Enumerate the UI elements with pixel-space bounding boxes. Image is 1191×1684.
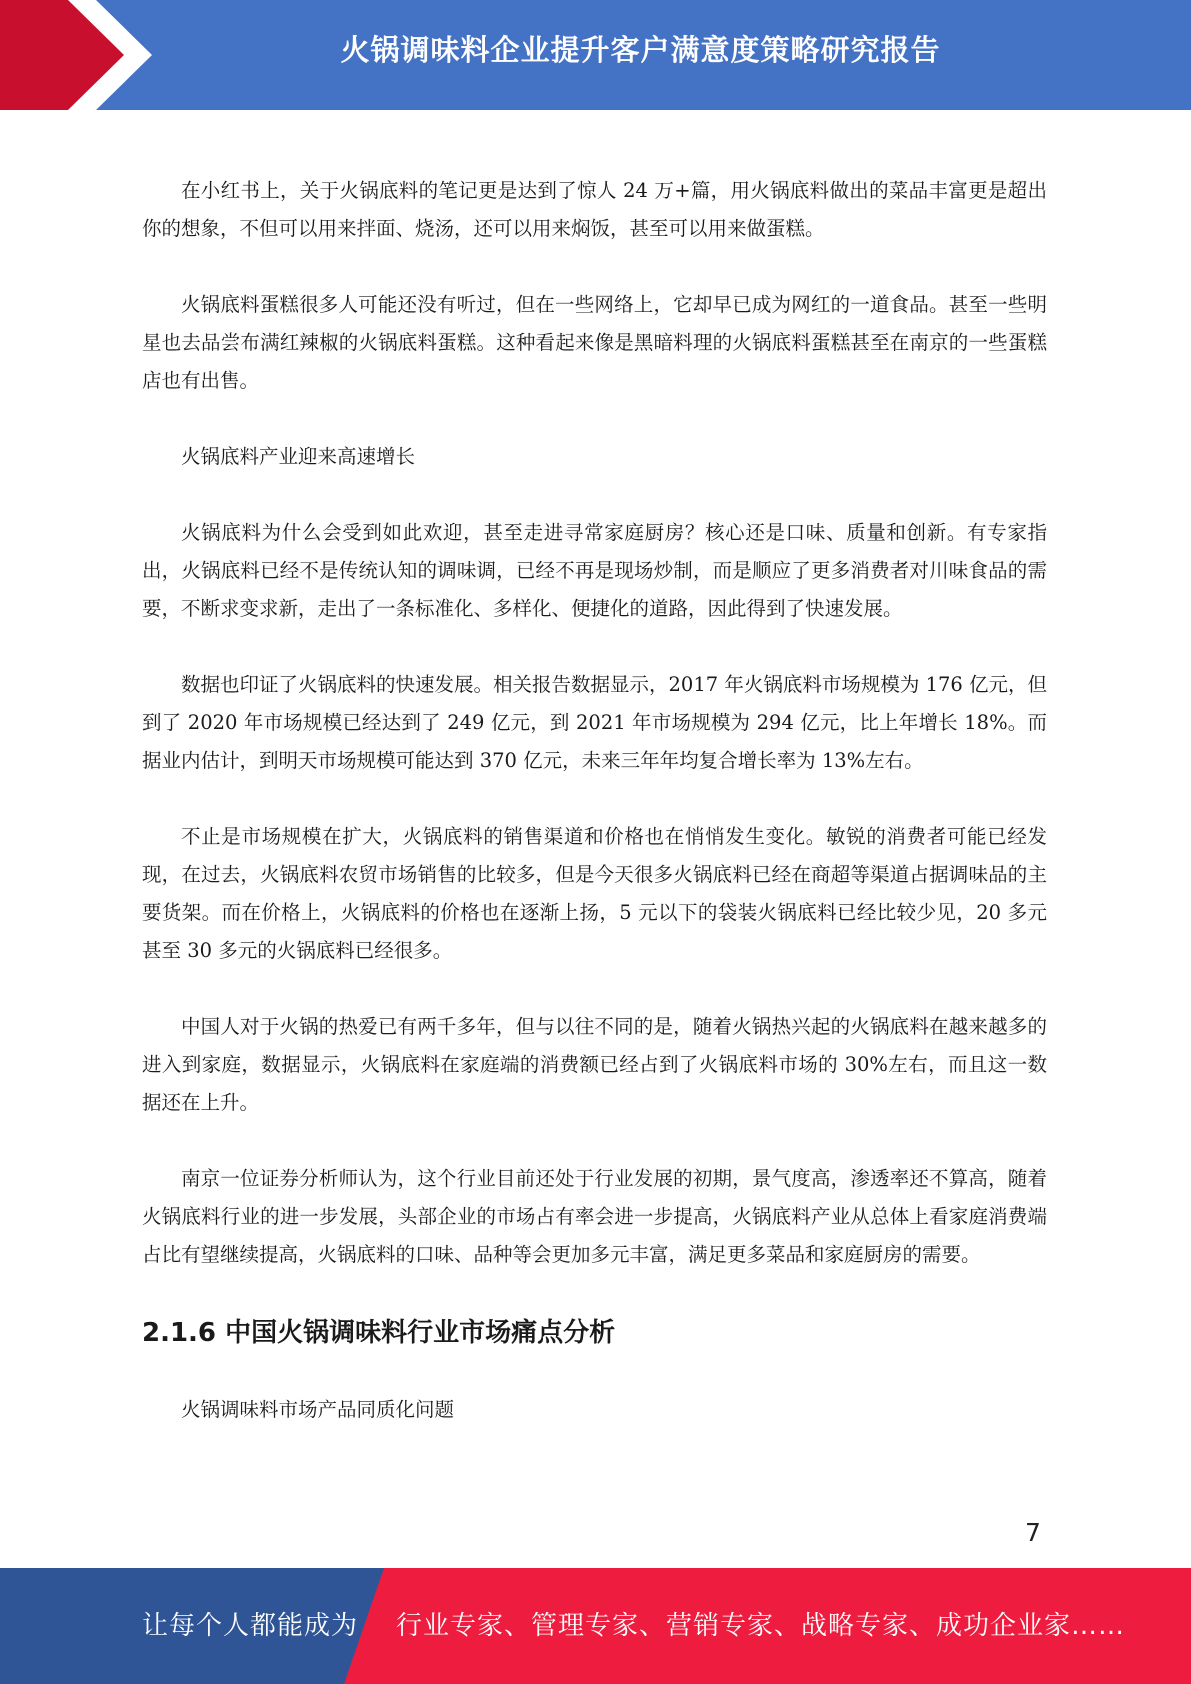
section-heading: 2.1.6 中国火锅调味料行业市场痛点分析 [142,1318,616,1348]
page-footer [0,1568,1191,1684]
paragraph: 南京一位证券分析师认为，这个行业目前还处于行业发展的初期，景气度高，渗透率还不算高，随着火锅底料行业的进一步发展，头部企业的市场占有率会进一步提高，火锅底料产业从总体上看家庭消费端占比有望继续提高，火锅底料的口味、品种等会更加多元丰富，满足更多菜品和家庭厨房的需要。 [142,1167,1047,1266]
paragraph: 火锅底料蛋糕很多人可能还没有听过，但在一些网络上，它却早已成为网红的一道食品。甚至一些明星也去品尝布满红辣椒的火锅底料蛋糕。这种看起来像是黑暗料理的火锅底料蛋糕甚至在南京的一些蛋糕店也有出售。 [142,293,1047,392]
page-number: 7 [1025,1518,1041,1547]
paragraph-subheading: 火锅底料产业迎来高速增长 [181,445,416,468]
paragraph: 火锅调味料市场产品同质化问题 [181,1398,455,1421]
footer-slogan-right: 行业专家、管理专家、营销专家、战略专家、成功企业家…… [396,1611,1126,1641]
paragraph: 不止是市场规模在扩大，火锅底料的销售渠道和价格也在悄悄发生变化。敏锐的消费者可能已经发现，在过去，火锅底料农贸市场销售的比较多，但是今天很多火锅底料已经在商超等渠道占据调味品的主要货架。而在价格上，火锅底料的价格也在逐渐上扬，5 元以下的袋装火锅底料已经比较少见，20 多元甚至 30 多元的火锅底料已经很多。 [142,825,1047,962]
paragraph: 在小红书上，关于火锅底料的笔记更是达到了惊人 24 万+篇，用火锅底料做出的菜品丰富更是超出你的想象，不但可以用来拌面、烧汤，还可以用来焖饭，甚至可以用来做蛋糕。 [142,179,1047,240]
paragraph: 中国人对于火锅的热爱已有两千多年，但与以往不同的是，随着火锅热兴起的火锅底料在越来越多的进入到家庭，数据显示，火锅底料在家庭端的消费额已经占到了火锅底料市场的 30%左右，而且这一数据还在上升。 [142,1015,1047,1114]
paragraph: 数据也印证了火锅底料的快速发展。相关报告数据显示，2017 年火锅底料市场规模为 176 亿元，但到了 2020 年市场规模已经达到了 249 亿元，到 2021 年市场规模为 294 亿元，比上年增长 18%。而据业内估计，到明天市场规模可能达到 370 亿元，未来三年年均复合增长率为 13%左右。 [142,673,1047,772]
paragraph: 火锅底料为什么会受到如此欢迎，甚至走进寻常家庭厨房？核心还是口味、质量和创新。有专家指出，火锅底料已经不是传统认知的调味调，已经不再是现场炒制，而是顺应了更多消费者对川味食品的需要，不断求变求新，走出了一条标准化、多样化、便捷化的道路，因此得到了快速发展。 [142,521,1047,620]
document-body [142,172,1047,1429]
page-header [0,0,1191,110]
footer-slogan-left: 让每个人都能成为 [142,1611,359,1641]
report-title: 火锅调味料企业提升客户满意度策略研究报告 [340,33,941,67]
